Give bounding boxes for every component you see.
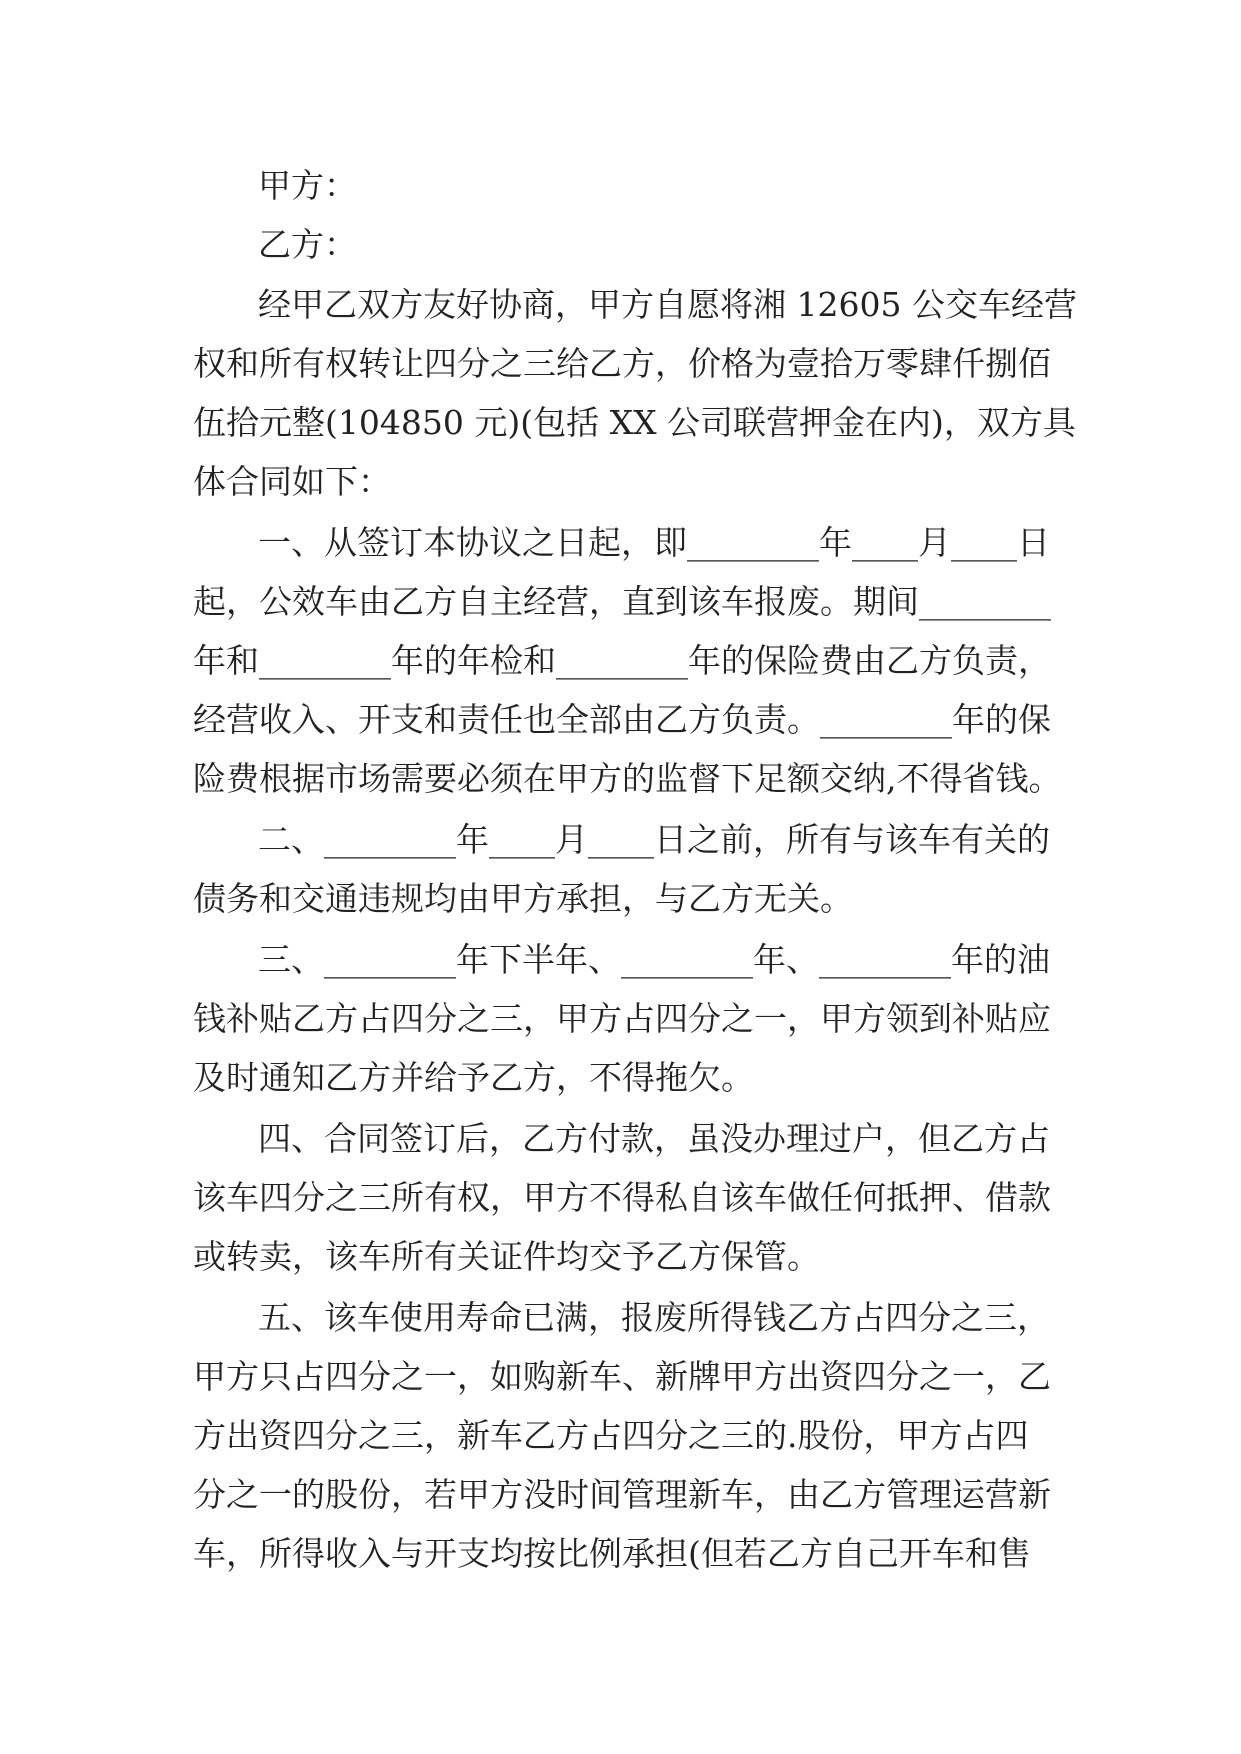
clause-1-line-5: 险费根据市场需要必须在甲方的监督下足额交纳,不得省钱。 xyxy=(193,759,1062,798)
intro-line-3: 伍拾元整(104850 元)(包括 XX 公司联营押金在内)，双方具 xyxy=(193,403,1076,442)
clause-3-line-2: 钱补贴乙方占四分之三，甲方占四分之一，甲方领到补贴应 xyxy=(193,999,1051,1038)
clause-3-line-3: 及时通知乙方并给予乙方，不得拖欠。 xyxy=(193,1058,754,1097)
clause-1-line-2: 起，公效车由乙方自主经营，直到该车报废。期间________ xyxy=(193,582,1051,621)
clause-4-line-2: 该车四分之三所有权，甲方不得私自该车做任何抵押、借款 xyxy=(193,1178,1051,1217)
intro-line-4: 体合同如下： xyxy=(193,462,391,501)
clause-2-line-1: 二、________年____月____日之前，所有与该车有关的 xyxy=(258,820,1050,859)
clause-4-line-1: 四、合同签订后，乙方付款，虽没办理过户，但乙方占 xyxy=(258,1119,1050,1158)
clause-4-line-3: 或转卖，该车所有关证件均交予乙方保管。 xyxy=(193,1237,820,1276)
clause-5-line-5: 车，所得收入与开支均按比例承担(但若乙方自己开车和售 xyxy=(193,1534,1031,1573)
clause-2-line-2: 债务和交通违规均由甲方承担，与乙方无关。 xyxy=(193,879,853,918)
clause-1-line-4: 经营收入、开支和责任也全部由乙方负责。________年的保 xyxy=(193,700,1051,739)
intro-line-2: 权和所有权转让四分之三给乙方，价格为壹拾万零肆仟捌佰 xyxy=(193,344,1051,383)
party-a-label: 甲方： xyxy=(258,166,357,205)
clause-1-line-3: 年和________年的年检和________年的保险费由乙方负责， xyxy=(193,641,1051,680)
clause-5-line-4: 分之一的股份，若甲方没时间管理新车，由乙方管理运营新 xyxy=(193,1475,1051,1514)
clause-1-line-1: 一、从签订本协议之日起，即________年____月____日 xyxy=(258,523,1050,562)
intro-line-1: 经甲乙双方友好协商，甲方自愿将湘 12605 公交车经营 xyxy=(258,285,1077,324)
clause-3-line-1: 三、________年下半年、________年、________年的油 xyxy=(258,940,1050,979)
clause-5-line-1: 五、该车使用寿命已满，报废所得钱乙方占四分之三， xyxy=(258,1298,1050,1337)
clause-5-line-2: 甲方只占四分之一，如购新车、新牌甲方出资四分之一，乙 xyxy=(193,1357,1051,1396)
party-b-label: 乙方： xyxy=(258,225,357,264)
clause-5-line-3: 方出资四分之三，新车乙方占四分之三的.股份，甲方占四 xyxy=(193,1416,1029,1455)
